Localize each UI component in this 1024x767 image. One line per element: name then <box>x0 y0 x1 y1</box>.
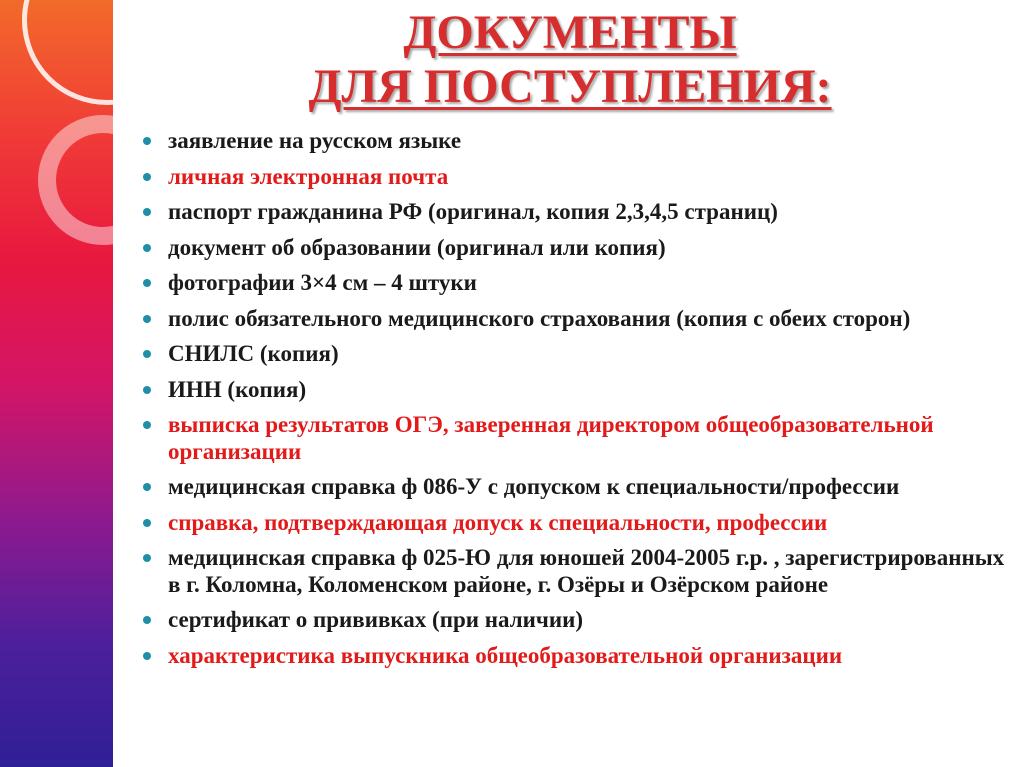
list-item-text: выписка результатов ОГЭ, заверенная директором общеобразовательной организации <box>168 412 934 464</box>
page-title-line-2: ДЛЯ ПОСТУПЛЕНИЯ: <box>308 60 832 113</box>
page-title-line-1: ДОКУМЕНТЫ <box>403 6 737 59</box>
decorative-ring <box>38 115 113 245</box>
list-item-text: справка, подтверждающая допуск к специальности, профессии <box>168 509 828 535</box>
list-item-text: ИНН (копия) <box>168 376 307 402</box>
bullet-icon <box>143 386 151 394</box>
list-item <box>140 341 1012 368</box>
document-list <box>140 128 1012 678</box>
bullet-icon <box>143 279 151 287</box>
list-item <box>140 270 1012 297</box>
list-item-text: полис обязательного медицинского страхования (копия с обеих сторон) <box>168 305 911 331</box>
list-item-text: характеристика выпускника общеобразовательной организации <box>168 642 843 668</box>
list-item <box>140 545 1012 598</box>
list-item-text: медицинская справка ф 086-У с допуском к специальности/профессии <box>168 474 900 499</box>
bullet-icon <box>143 616 151 624</box>
list-item <box>140 412 1012 465</box>
bullet-icon <box>143 244 151 252</box>
list-item <box>140 474 1012 501</box>
list-item-text: фотографии 3×4 см – 4 штуки <box>168 270 477 295</box>
list-item-text: личная электронная почта <box>168 163 449 189</box>
list-item <box>140 306 1012 333</box>
list-item <box>140 607 1012 634</box>
bullet-icon <box>143 483 151 491</box>
bullet-icon <box>143 554 151 562</box>
list-item <box>140 164 1012 191</box>
list-item-text: СНИЛС (копия) <box>168 341 339 366</box>
list-item <box>140 643 1012 670</box>
bullet-icon <box>143 652 151 660</box>
list-item <box>140 377 1012 404</box>
list-item <box>140 128 1012 155</box>
bullet-icon <box>143 421 151 429</box>
bullet-icon <box>143 137 151 145</box>
page-title <box>170 6 970 114</box>
list-item <box>140 199 1012 226</box>
bullet-icon <box>143 173 151 181</box>
list-item-text: паспорт гражданина РФ (оригинал, копия 2,3,4,5 страниц) <box>168 199 778 224</box>
list-item-text: заявление на русском языке <box>168 128 462 153</box>
bullet-icon <box>143 519 151 527</box>
list-item <box>140 235 1012 262</box>
bullet-icon <box>143 208 151 216</box>
decorative-ring <box>22 0 113 105</box>
bullet-icon <box>143 315 151 323</box>
bullet-icon <box>143 350 151 358</box>
list-item-text: медицинская справка ф 025-Ю для юношей 2004-2005 г.р. , зарегистрированных в г. Коломна, Коломенском районе, г. Озёры и Озёрском районе <box>168 545 1005 597</box>
list-item-text: документ об образовании (оригинал или копия) <box>168 234 666 260</box>
list-item <box>140 510 1012 537</box>
list-item-text: сертификат о прививках (при наличии) <box>168 607 583 632</box>
decorative-side-band <box>0 0 113 767</box>
